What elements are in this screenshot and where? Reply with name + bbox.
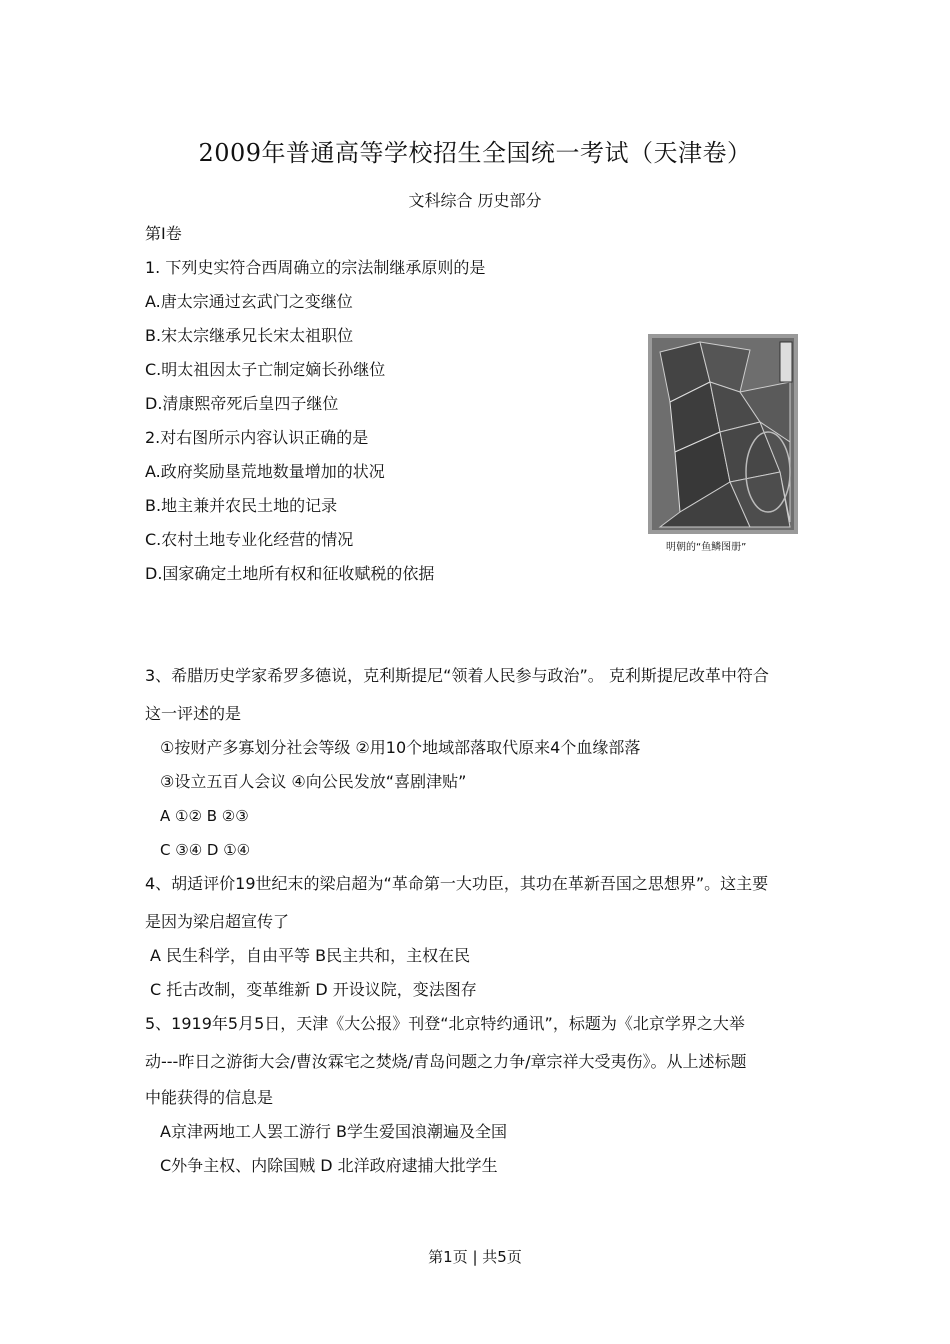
page-footer: 第1页 | 共5页 (428, 1248, 522, 1266)
q3-stem-line1: 3、希腊历史学家希罗多德说，克利斯提尼“领着人民参与政治”。 克利斯提尼改革中符合 (145, 666, 769, 685)
q5-stem-line1: 5、1919年5月5日，天津《大公报》刊登“北京特约通讯”，标题为《北京学界之大举 (145, 1014, 745, 1033)
q1-option-d: D.清康熙帝死后皇四子继位 (145, 394, 339, 413)
fish-scale-map-image (630, 322, 808, 554)
q2-option-a: A.政府奖励垦荒地数量增加的状况 (145, 462, 385, 481)
q2-option-d: D.国家确定土地所有权和征收赋税的依据 (145, 564, 435, 583)
exam-subtitle: 文科综合 历史部分 (408, 191, 542, 210)
q5-stem-line3: 中能获得的信息是 (145, 1088, 274, 1107)
q2-option-c: C.农村土地专业化经营的情况 (145, 530, 354, 549)
q1-stem: 1. 下列史实符合西周确立的宗法制继承原则的是 (145, 258, 486, 277)
q3-items-row2: ③设立五百人会议 ④向公民发放“喜剧津贴” (160, 772, 467, 791)
q3-options-row2: C ③④ D ①④ (160, 841, 251, 859)
section-label: 第Ⅰ卷 (145, 224, 182, 243)
q4-options-row1: A 民生科学，自由平等 B民主共和，主权在民 (150, 946, 471, 965)
q5-options-row1: A京津两地工人罢工游行 B学生爱国浪潮遍及全国 (160, 1122, 508, 1141)
q5-options-row2: C外争主权、内除国贼 D 北洋政府逮捕大批学生 (160, 1156, 498, 1175)
map-caption: 明朝的“鱼鳞图册” (666, 542, 747, 553)
q3-options-row1: A ①② B ②③ (160, 807, 249, 825)
q2-option-b: B.地主兼并农民土地的记录 (145, 496, 338, 515)
q2-stem: 2.对右图所示内容认识正确的是 (145, 428, 369, 447)
exam-title: 2009年普通高等学校招生全国统一考试（天津卷） (198, 139, 752, 167)
q3-items-row1: ①按财产多寡划分社会等级 ②用10个地域部落取代原来4个血缘部落 (160, 738, 641, 757)
q1-option-a: A.唐太宗通过玄武门之变继位 (145, 292, 353, 311)
q1-option-c: C.明太祖因太子亡制定嫡长孙继位 (145, 360, 386, 379)
q4-options-row2: C 托古改制，变革维新 D 开设议院，变法图存 (150, 980, 477, 999)
q4-stem-line2: 是因为梁启超宣传了 (145, 912, 290, 931)
q1-option-b: B.宋太宗继承兄长宋太祖职位 (145, 326, 354, 345)
q4-stem-line1: 4、胡适评价19世纪末的梁启超为“革命第一大功臣，其功在革新吾国之思想界”。这主要 (145, 874, 769, 893)
q5-stem-line2: 动---昨日之游街大会/曹汝霖宅之焚烧/青岛问题之力争/章宗祥大受夷伤》。从上述标题 (145, 1052, 747, 1071)
map-illustration (630, 322, 808, 554)
q3-stem-line2: 这一评述的是 (145, 704, 242, 723)
